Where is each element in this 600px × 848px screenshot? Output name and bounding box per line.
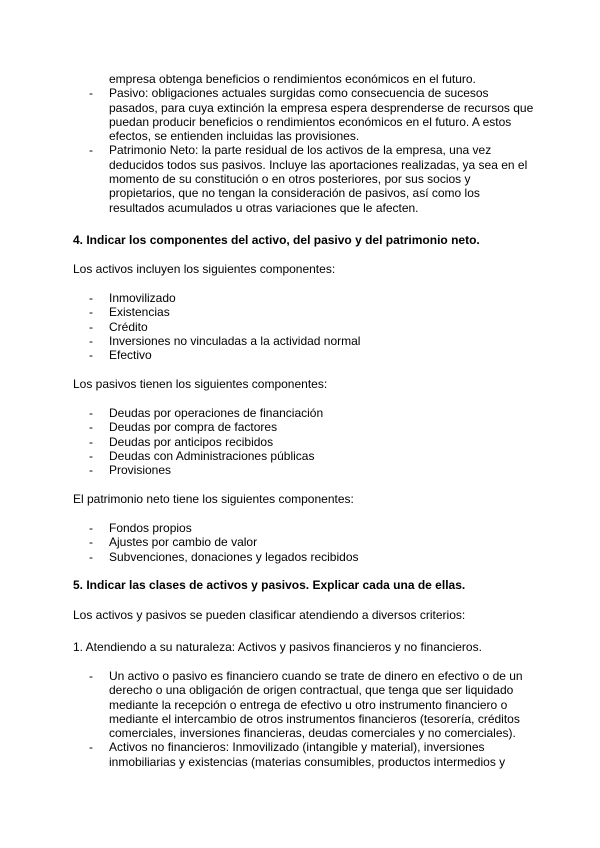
criterion-1: 1. Atendiendo a su naturaleza: Activos y pasivos financieros y no financieros.	[73, 640, 482, 654]
classes-list	[73, 669, 535, 769]
patrimonio-list	[73, 521, 535, 564]
list-item: - Ajustes por cambio de valor	[73, 535, 535, 549]
section4-heading: 4. Indicar los componentes del activo, del pasivo y del patrimonio neto.	[73, 233, 480, 247]
list-item: - Activos no financieros: Inmovilizado (intangible y material), inversiones inmobiliarias y existencias (materias consumibles, productos intermedios y	[73, 740, 535, 769]
list-item: - Fondos propios	[73, 521, 535, 535]
list-item: - Provisiones	[73, 463, 535, 477]
list-item: - Inversiones no vinculadas a la actividad normal	[73, 334, 535, 348]
activos-intro: Los activos incluyen los siguientes componentes:	[73, 262, 336, 276]
list-item: - Subvenciones, donaciones y legados recibidos	[73, 550, 535, 564]
list-item: - Inmovilizado	[73, 291, 535, 305]
list-item: - Pasivo: obligaciones actuales surgidas como consecuencia de sucesos pasados, para cuya extinción la empresa espera desprenderse de recursos que puedan producir beneficios o rendimientos económicos en el futuro. A estos efectos, se entienden incluidas las provisiones.	[73, 86, 535, 143]
section5-intro: Los activos y pasivos se pueden clasificar atendiendo a diversos criterios:	[73, 608, 466, 622]
list-item: - Deudas por compra de factores	[73, 420, 535, 434]
list-item: - Existencias	[73, 305, 535, 319]
continuation-text: empresa obtenga beneficios o rendimientos económicos en el futuro.	[109, 72, 476, 86]
activos-list	[73, 291, 535, 362]
patrimonio-intro: El patrimonio neto tiene los siguientes componentes:	[73, 492, 354, 506]
list-item: - Un activo o pasivo es financiero cuando se trate de dinero en efectivo o de un derecho o una obligación de origen contractual, que tenga que ser liquidado mediante la recepción o entrega de efectivo u otro instrumento financiero o mediante el intercambio de otros instrumentos financieros (tesorería, créditos comerciales, inversiones financieras, deudas comerciales y no comerciales).	[73, 669, 535, 740]
pasivos-intro: Los pasivos tienen los siguientes componentes:	[73, 377, 328, 391]
section5-heading: 5. Indicar las clases de activos y pasivos. Explicar cada una de ellas.	[73, 578, 466, 592]
top-continuation-block	[73, 72, 535, 215]
list-item: - Deudas por operaciones de financiación	[73, 406, 535, 420]
pasivos-list	[73, 406, 535, 477]
list-item: - Efectivo	[73, 348, 535, 362]
definitions-list	[73, 86, 535, 215]
list-item: - Crédito	[73, 320, 535, 334]
list-item: - Deudas por anticipos recibidos	[73, 435, 535, 449]
list-item: - Patrimonio Neto: la parte residual de los activos de la empresa, una vez deducidos todos sus pasivos. Incluye las aportaciones realizadas, ya sea en el momento de su constitución o en otros posteriores, por sus socios y propietarios, que no tengan la consideración de pasivos, así como los resultados acumulados u otras variaciones que le afecten.	[73, 143, 535, 214]
list-item: - Deudas con Administraciones públicas	[73, 449, 535, 463]
